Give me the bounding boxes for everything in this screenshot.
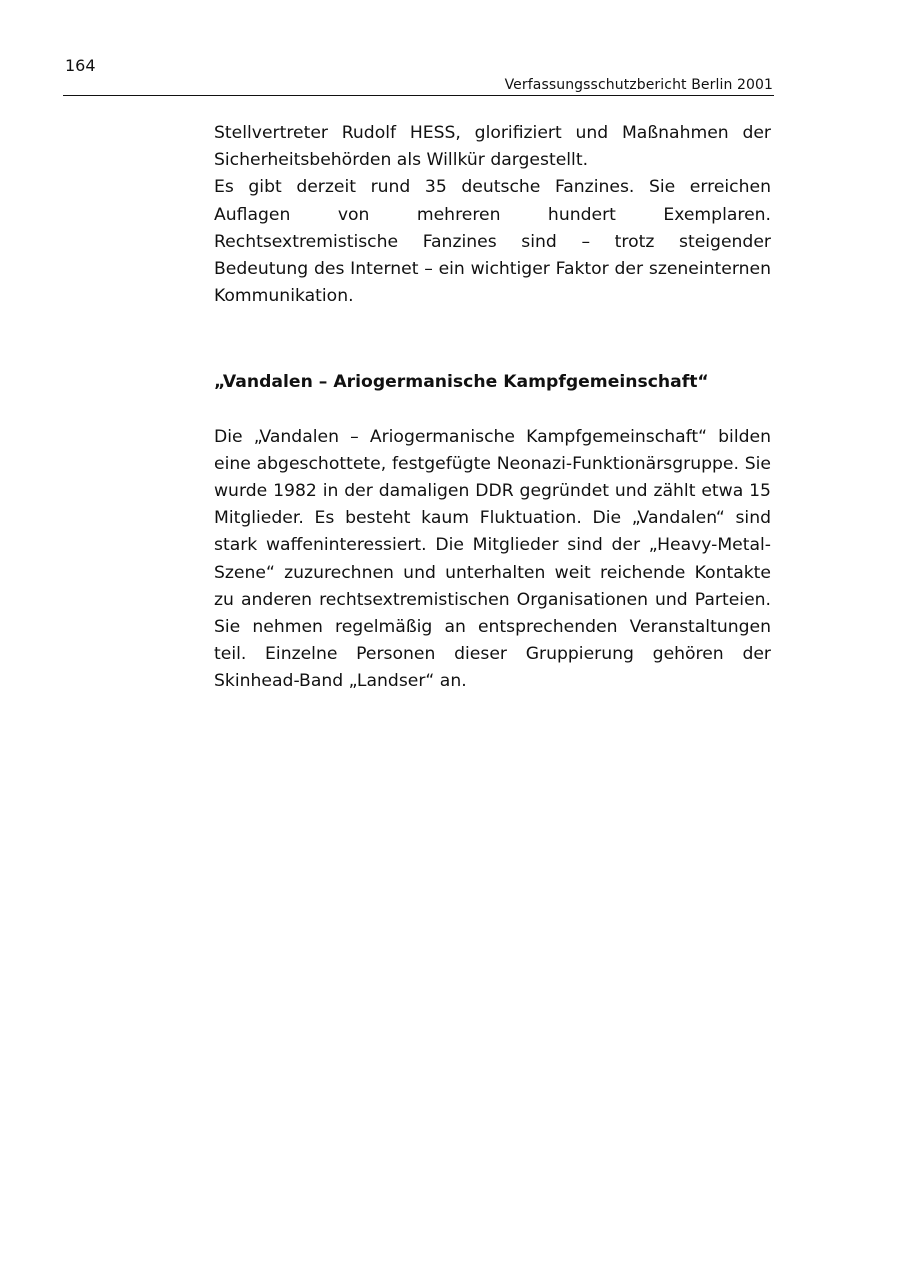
running-header-title: Verfassungsschutzbericht Berlin 2001 [504,77,773,93]
section-paragraph: Die „Vandalen – Ariogermanische Kampfgemeinschaft“ bilden eine abgeschottete, festgefügte Neonazi-Funktionärsgruppe. Sie wurde 1982 in der damaligen DDR gegründet und zählt etwa 15 Mitglieder. Es besteht kaum Fluktuation. Die „Vandalen“ sind stark waffeninteressiert. Die Mitglieder sind der „Heavy-Metal-Szene“ zuzurechnen und unterhalten weit reichende Kontakte zu anderen rechtsextremistischen Organisationen und Parteien. Sie nehmen regelmäßig an entsprechenden Veranstaltungen teil. Einzelne Personen dieser Gruppierung gehören der Skinhead-Band „Landser“ an. [214,426,771,692]
paragraph-continued: Stellvertreter Rudolf HESS, glorifiziert und Maßnahmen der Sicherheitsbehörden als Willkür dargestellt. [214,123,771,171]
page-number: 164 [65,56,96,75]
paragraph-fanzines: Es gibt derzeit rund 35 deutsche Fanzines. Sie erreichen Auflagen von mehreren hundert Exemplaren. Rechtsextremistische Fanzines sind – trotz steigender Bedeutung des Internet – ein wichtiger Faktor der szeneinternen Kommunikation. [214,177,771,307]
header-divider [63,95,774,96]
section-heading: „Vandalen – Ariogermanische Kampfgemeinschaft“ [214,372,709,393]
main-text-block [214,120,771,696]
